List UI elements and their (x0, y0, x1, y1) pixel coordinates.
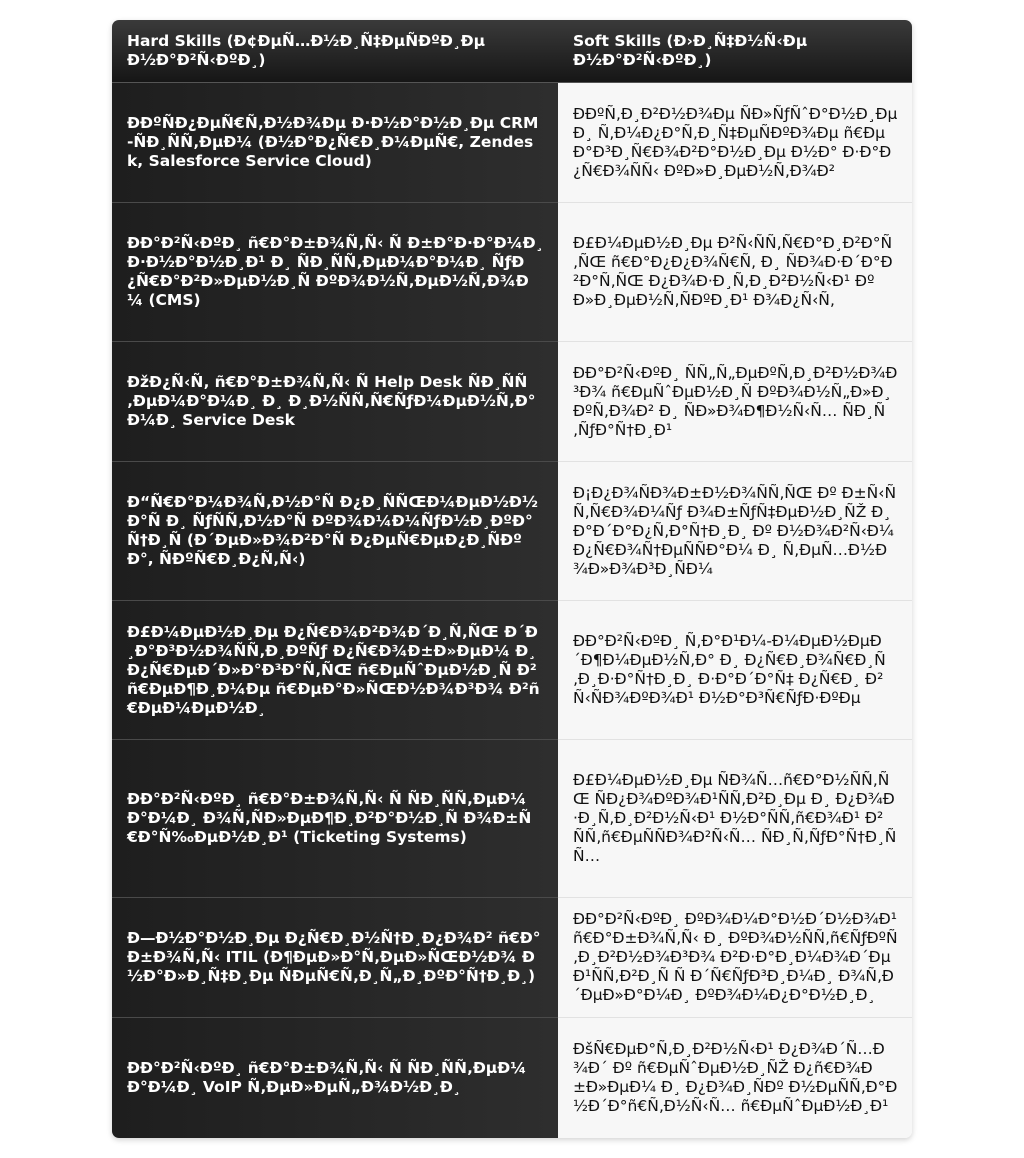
table-row (112, 740, 912, 898)
hard-skill-cell: ÐÐ°Ð²Ñ‹ÐºÐ¸ ñ€Ð°Ð±Ð¾Ñ‚Ñ‹ Ñ ÑÐ¸ÑÑ‚ÐµÐ¼Ð°Ð¼Ð¸ VoIP Ñ‚ÐµÐ»ÐµÑ„Ð¾Ð½Ð¸Ð¸ (112, 1018, 558, 1138)
skills-table-container (112, 20, 912, 1138)
table-header-row (112, 20, 912, 83)
table-row (112, 342, 912, 462)
hard-skills-header: Hard Skills (Ð¢ÐµÑ…Ð½Ð¸Ñ‡ÐµÑÐºÐ¸Ðµ Ð½Ð°Ð²Ñ‹ÐºÐ¸) (112, 20, 558, 83)
hard-skill-cell: ÐÐ°Ð²Ñ‹ÐºÐ¸ ñ€Ð°Ð±Ð¾Ñ‚Ñ‹ Ñ Ð±Ð°Ð·Ð°Ð¼Ð¸ Ð·Ð½Ð°Ð½Ð¸Ð¹ Ð¸ ÑÐ¸ÑÑ‚ÐµÐ¼Ð°Ð¼Ð¸ ÑƒÐ¿Ñ€Ð°Ð²Ð»ÐµÐ½Ð¸Ñ ÐºÐ¾Ð½Ñ‚ÐµÐ½Ñ‚Ð¾Ð¼ (CMS) (112, 203, 558, 342)
hard-skill-cell: ÐžÐ¿Ñ‹Ñ‚ ñ€Ð°Ð±Ð¾Ñ‚Ñ‹ Ñ Help Desk ÑÐ¸ÑÑ‚ÐµÐ¼Ð°Ð¼Ð¸ Ð¸ Ð¸Ð½ÑÑ‚Ñ€ÑƒÐ¼ÐµÐ½Ñ‚Ð°Ð¼Ð¸ Service Desk (112, 342, 558, 462)
hard-skill-cell: Ð£Ð¼ÐµÐ½Ð¸Ðµ Ð¿Ñ€Ð¾Ð²Ð¾Ð´Ð¸Ñ‚ÑŒ Ð´Ð¸Ð°Ð³Ð½Ð¾ÑÑ‚Ð¸ÐºÑƒ Ð¿Ñ€Ð¾Ð±Ð»ÐµÐ¼ Ð¸ Ð¿Ñ€ÐµÐ´Ð»Ð°Ð³Ð°Ñ‚ÑŒ ñ€ÐµÑˆÐµÐ½Ð¸Ñ Ð² ñ€ÐµÐ¶Ð¸Ð¼Ðµ ñ€ÐµÐ°Ð»ÑŒÐ½Ð¾Ð³Ð¾ Ð²ñ€ÐµÐ¼ÐµÐ½Ð¸ (112, 601, 558, 740)
skills-table (112, 20, 912, 1138)
table-row (112, 462, 912, 601)
soft-skill-cell: Ð¡Ð¿Ð¾ÑÐ¾Ð±Ð½Ð¾ÑÑ‚ÑŒ Ðº Ð±Ñ‹ÑÑ‚Ñ€Ð¾Ð¼Ñƒ Ð¾Ð±ÑƒÑ‡ÐµÐ½Ð¸ÑŽ Ð¸ Ð°Ð´Ð°Ð¿Ñ‚Ð°Ñ†Ð¸Ð¸ Ðº Ð½Ð¾Ð²Ñ‹Ð¼ Ð¿Ñ€Ð¾Ñ†ÐµÑÑÐ°Ð¼ Ð¸ Ñ‚ÐµÑ…Ð½Ð¾Ð»Ð¾Ð³Ð¸ÑÐ¼ (558, 462, 912, 601)
soft-skill-cell: ÐÐ°Ð²Ñ‹ÐºÐ¸ ÑÑ„Ñ„ÐµÐºÑ‚Ð¸Ð²Ð½Ð¾Ð³Ð¾ ñ€ÐµÑˆÐµÐ½Ð¸Ñ ÐºÐ¾Ð½Ñ„Ð»Ð¸ÐºÑ‚Ð¾Ð² Ð¸ ÑÐ»Ð¾Ð¶Ð½Ñ‹Ñ… ÑÐ¸Ñ‚ÑƒÐ°Ñ†Ð¸Ð¹ (558, 342, 912, 462)
hard-skill-cell: ÐÐºÑÐ¿ÐµÑ€Ñ‚Ð½Ð¾Ðµ Ð·Ð½Ð°Ð½Ð¸Ðµ CRM-ÑÐ¸ÑÑ‚ÐµÐ¼ (Ð½Ð°Ð¿Ñ€Ð¸Ð¼ÐµÑ€, Zendesk, Salesforce Service Cloud) (112, 83, 558, 203)
soft-skills-header: Soft Skills (Ð›Ð¸Ñ‡Ð½Ñ‹Ðµ Ð½Ð°Ð²Ñ‹ÐºÐ¸) (558, 20, 912, 83)
hard-skill-cell: ÐÐ°Ð²Ñ‹ÐºÐ¸ ñ€Ð°Ð±Ð¾Ñ‚Ñ‹ Ñ ÑÐ¸ÑÑ‚ÐµÐ¼Ð°Ð¼Ð¸ Ð¾Ñ‚ÑÐ»ÐµÐ¶Ð¸Ð²Ð°Ð½Ð¸Ñ Ð¾Ð±Ñ€Ð°Ñ‰ÐµÐ½Ð¸Ð¹ (Ticketing Systems) (112, 740, 558, 898)
hard-skill-cell: Ð—Ð½Ð°Ð½Ð¸Ðµ Ð¿Ñ€Ð¸Ð½Ñ†Ð¸Ð¿Ð¾Ð² ñ€Ð°Ð±Ð¾Ñ‚Ñ‹ ITIL (Ð¶ÐµÐ»Ð°Ñ‚ÐµÐ»ÑŒÐ½Ð¾ Ð½Ð°Ð»Ð¸Ñ‡Ð¸Ðµ ÑÐµÑ€Ñ‚Ð¸Ñ„Ð¸ÐºÐ°Ñ†Ð¸Ð¸) (112, 898, 558, 1018)
soft-skill-cell: Ð£Ð¼ÐµÐ½Ð¸Ðµ ÑÐ¾Ñ…ñ€Ð°Ð½ÑÑ‚ÑŒ ÑÐ¿Ð¾ÐºÐ¾Ð¹ÑÑ‚Ð²Ð¸Ðµ Ð¸ Ð¿Ð¾Ð·Ð¸Ñ‚Ð¸Ð²Ð½Ñ‹Ð¹ Ð½Ð°ÑÑ‚ñ€Ð¾Ð¹ Ð² ÑÑ‚ñ€ÐµÑÑÐ¾Ð²Ñ‹Ñ… ÑÐ¸Ñ‚ÑƒÐ°Ñ†Ð¸ÑÑ… (558, 740, 912, 898)
soft-skill-cell: ÐÐºÑ‚Ð¸Ð²Ð½Ð¾Ðµ ÑÐ»ÑƒÑˆÐ°Ð½Ð¸Ðµ Ð¸ Ñ‚Ð¼Ð¿Ð°Ñ‚Ð¸Ñ‡ÐµÑÐºÐ¾Ðµ ñ€ÐµÐ°Ð³Ð¸Ñ€Ð¾Ð²Ð°Ð½Ð¸Ðµ Ð½Ð° Ð·Ð°Ð¿Ñ€Ð¾ÑÑ‹ ÐºÐ»Ð¸ÐµÐ½Ñ‚Ð¾Ð² (558, 83, 912, 203)
hard-skill-cell: Ð“Ñ€Ð°Ð¼Ð¾Ñ‚Ð½Ð°Ñ Ð¿Ð¸ÑÑŒÐ¼ÐµÐ½Ð½Ð°Ñ Ð¸ ÑƒÑÑ‚Ð½Ð°Ñ ÐºÐ¾Ð¼Ð¼ÑƒÐ½Ð¸ÐºÐ°Ñ†Ð¸Ñ (Ð´ÐµÐ»Ð¾Ð²Ð°Ñ Ð¿ÐµÑ€ÐµÐ¿Ð¸ÑÐºÐ°, ÑÐºÑ€Ð¸Ð¿Ñ‚Ñ‹) (112, 462, 558, 601)
soft-skill-cell: ÐšÑ€ÐµÐ°Ñ‚Ð¸Ð²Ð½Ñ‹Ð¹ Ð¿Ð¾Ð´Ñ…Ð¾Ð´ Ðº ñ€ÐµÑˆÐµÐ½Ð¸ÑŽ Ð¿ñ€Ð¾Ð±Ð»ÐµÐ¼ Ð¸ Ð¿Ð¾Ð¸ÑÐº Ð½ÐµÑÑ‚Ð°Ð½Ð´Ð°ñ€Ñ‚Ð½Ñ‹Ñ… ñ€ÐµÑˆÐµÐ½Ð¸Ð¹ (558, 1018, 912, 1138)
soft-skill-cell: Ð£Ð¼ÐµÐ½Ð¸Ðµ Ð²Ñ‹ÑÑ‚Ñ€Ð°Ð¸Ð²Ð°Ñ‚ÑŒ ñ€Ð°Ð¿Ð¿Ð¾Ñ€Ñ‚ Ð¸ ÑÐ¾Ð·Ð´Ð°Ð²Ð°Ñ‚ÑŒ Ð¿Ð¾Ð·Ð¸Ñ‚Ð¸Ð²Ð½Ñ‹Ð¹ ÐºÐ»Ð¸ÐµÐ½Ñ‚ÑÐºÐ¸Ð¹ Ð¾Ð¿Ñ‹Ñ‚ (558, 203, 912, 342)
soft-skill-cell: ÐÐ°Ð²Ñ‹ÐºÐ¸ ÐºÐ¾Ð¼Ð°Ð½Ð´Ð½Ð¾Ð¹ ñ€Ð°Ð±Ð¾Ñ‚Ñ‹ Ð¸ ÐºÐ¾Ð½ÑÑ‚ñ€ÑƒÐºÑ‚Ð¸Ð²Ð½Ð¾Ð³Ð¾ Ð²Ð·Ð°Ð¸Ð¼Ð¾Ð´ÐµÐ¹ÑÑ‚Ð²Ð¸Ñ Ñ Ð´Ñ€ÑƒÐ³Ð¸Ð¼Ð¸ Ð¾Ñ‚Ð´ÐµÐ»Ð°Ð¼Ð¸ ÐºÐ¾Ð¼Ð¿Ð°Ð½Ð¸Ð¸ (558, 898, 912, 1018)
soft-skill-cell: ÐÐ°Ð²Ñ‹ÐºÐ¸ Ñ‚Ð°Ð¹Ð¼-Ð¼ÐµÐ½ÐµÐ´Ð¶Ð¼ÐµÐ½Ñ‚Ð° Ð¸ Ð¿Ñ€Ð¸Ð¾Ñ€Ð¸Ñ‚Ð¸Ð·Ð°Ñ†Ð¸Ð¸ Ð·Ð°Ð´Ð°Ñ‡ Ð¿Ñ€Ð¸ Ð²Ñ‹ÑÐ¾ÐºÐ¾Ð¹ Ð½Ð°Ð³Ñ€ÑƒÐ·ÐºÐµ (558, 601, 912, 740)
table-row (112, 898, 912, 1018)
table-row (112, 83, 912, 203)
table-row (112, 1018, 912, 1138)
table-row (112, 203, 912, 342)
table-row (112, 601, 912, 740)
